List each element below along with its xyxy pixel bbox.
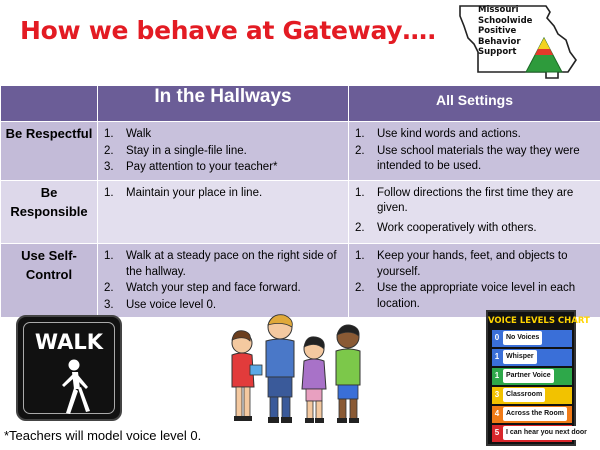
all-settings-header: All Settings: [349, 86, 600, 122]
voice-level-number: 0: [494, 333, 500, 342]
list-item: 2. Use school materials the way they were intended to be used.: [355, 144, 580, 172]
voice-levels-chart: [486, 310, 590, 446]
voice-level-number: 4: [494, 409, 500, 418]
list-item: 3. Pay attention to your teacher*: [104, 161, 278, 173]
voice-level-label: Classroom: [503, 388, 545, 402]
corner-header: [1, 86, 98, 122]
all-settings-cell: [349, 244, 600, 318]
voice-level-row: [492, 368, 572, 385]
list-item: 3. Use voice level 0.: [104, 298, 217, 311]
footnote: *Teachers will model voice level 0.: [4, 428, 202, 443]
list-item: 2. Use the appropriate voice level in each location.: [355, 282, 576, 310]
walk-sign: [16, 315, 122, 421]
list-item: 1. Walk: [104, 128, 152, 140]
walk-sign-label: WALK: [34, 330, 104, 354]
all-settings-cell: [349, 180, 600, 244]
children-in-line-illustration: [222, 313, 372, 433]
voice-level-number: 1: [494, 371, 500, 380]
row-label-responsible: Be Responsible: [1, 180, 98, 244]
logo-line: Missouri: [478, 5, 519, 15]
voice-level-row: [492, 406, 572, 423]
list-item: 2. Stay in a single-file line.: [104, 144, 247, 157]
table-row: [1, 180, 600, 244]
voice-chart-title: VOICE LEVELS CHART: [488, 316, 590, 326]
voice-level-label: Whisper: [503, 350, 537, 364]
list-item: 2. Work cooperatively with others.: [355, 221, 537, 234]
voice-level-label: I can hear you next door: [503, 426, 590, 440]
hallways-cell: [98, 180, 349, 244]
voice-level-number: 5: [494, 428, 500, 437]
behavior-matrix-table: [0, 85, 600, 318]
table-row: [1, 122, 600, 181]
all-settings-cell: [349, 122, 600, 181]
logo-text: [478, 5, 532, 58]
logo-line: Schoolwide: [478, 15, 533, 26]
voice-level-row: [492, 387, 572, 404]
hallways-cell: [98, 122, 349, 181]
list-item: 1. Maintain your place in line.: [104, 186, 263, 199]
voice-level-row: [492, 349, 572, 366]
voice-level-row: [492, 330, 572, 347]
voice-level-label: No Voices: [503, 331, 542, 345]
table-row: [1, 244, 600, 318]
walking-person-icon: [48, 359, 94, 415]
voice-level-label: Across the Room: [503, 407, 567, 421]
logo-line: Positive: [478, 26, 517, 36]
table-header-row: [1, 86, 600, 122]
logo-line: Support: [478, 47, 517, 57]
list-item: 1. Follow directions the first time they are given.: [355, 186, 574, 214]
page-title: How we behave at Gateway….: [20, 16, 437, 45]
logo-line: Behavior: [478, 36, 521, 47]
list-item: 1. Use kind words and actions.: [355, 128, 521, 140]
missouri-swpbs-logo: [454, 2, 598, 82]
voice-level-number: 3: [494, 390, 500, 399]
voice-level-label: Partner Voice: [503, 369, 554, 383]
voice-level-row: [492, 425, 587, 442]
list-item: 1. Keep your hands, feet, and objects to yourself.: [355, 250, 568, 278]
row-label-respectful: Be Respectful: [1, 122, 98, 181]
row-label-self-control: Use Self-Control: [1, 244, 98, 318]
hallways-cell: [98, 244, 349, 318]
list-item: 2. Watch your step and face forward.: [104, 282, 301, 294]
voice-level-number: 1: [494, 352, 500, 361]
hallways-header: In the Hallways: [98, 86, 349, 122]
list-item: 1. Walk at a steady pace on the right side of the hallway.: [104, 250, 337, 278]
